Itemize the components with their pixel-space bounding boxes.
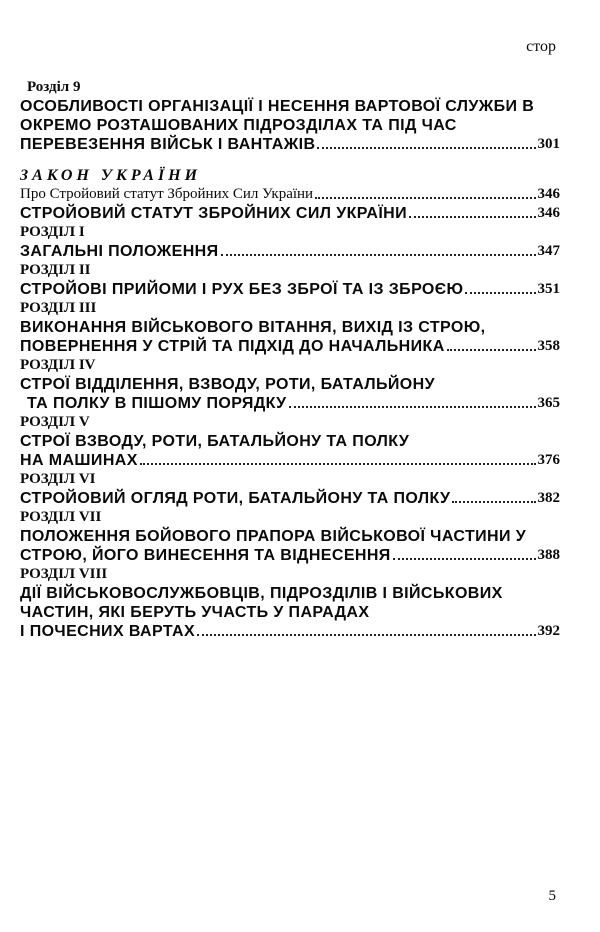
chapter-8-entry[interactable] (20, 622, 560, 641)
chapter-8-heading: РОЗДІЛ VIII (20, 566, 108, 582)
leader-dots (447, 348, 536, 351)
chapter-5-line-1: СТРОЇ ВЗВОДУ, РОТИ, БАТАЛЬЙОНУ ТА ПОЛКУ (20, 433, 410, 450)
chapter-4-line-1: СТРОЇ ВІДДІЛЕННЯ, ВЗВОДУ, РОТИ, БАТАЛЬЙОНУ (20, 376, 435, 393)
section-9-entry[interactable] (20, 135, 560, 154)
page-ref: 346 (537, 205, 560, 221)
chapter-3-entry[interactable] (20, 337, 560, 356)
page-column-label: стор (526, 38, 556, 55)
law-title: Про Стройовий статут Збройних Сил України (20, 186, 314, 202)
leader-dots (140, 462, 536, 465)
chapter-4-line-2: ТА ПОЛКУ В ПІШОМУ ПОРЯДКУ (27, 395, 287, 412)
chapter-5-heading: РОЗДІЛ V (20, 414, 90, 430)
chapter-1-entry[interactable] (20, 242, 560, 261)
leader-dots (317, 146, 535, 149)
statute-title-entry[interactable] (20, 204, 560, 223)
leader-dots (197, 633, 535, 636)
chapter-2-title: СТРОЙОВІ ПРИЙОМИ І РУХ БЕЗ ЗБРОЇ ТА ІЗ ЗБРОЄЮ (20, 281, 464, 298)
chapter-1-title: ЗАГАЛЬНІ ПОЛОЖЕННЯ (20, 243, 219, 260)
chapter-3-heading: РОЗДІЛ ІІІ (20, 300, 97, 316)
section-9-line-2: ОКРЕМО РОЗТАШОВАНИХ ПІДРОЗДІЛАХ ТА ПІД ЧАС (20, 117, 457, 134)
table-of-contents (20, 78, 560, 641)
chapter-7-line-1: ПОЛОЖЕННЯ БОЙОВОГО ПРАПОРА ВІЙСЬКОВОЇ ЧАСТИНИ У (20, 528, 527, 545)
chapter-2-heading: РОЗДІЛ ІІ (20, 262, 91, 278)
leader-dots (221, 253, 536, 256)
section-9-line-1: ОСОБЛИВОСТІ ОРГАНІЗАЦІЇ І НЕСЕННЯ ВАРТОВОЇ СЛУЖБИ В (20, 98, 535, 115)
chapter-7-heading: РОЗДІЛ VII (20, 509, 102, 525)
chapter-8-line-2: ЧАСТИН, ЯКІ БЕРУТЬ УЧАСТЬ У ПАРАДАХ (20, 604, 370, 621)
chapter-5-line-2: НА МАШИНАХ (20, 452, 138, 469)
page-ref: 358 (537, 338, 560, 354)
page-ref: 382 (537, 490, 560, 506)
chapter-6-entry[interactable] (20, 489, 560, 508)
leader-dots (289, 405, 536, 408)
leader-dots (465, 291, 535, 294)
chapter-3-line-1: ВИКОНАННЯ ВІЙСЬКОВОГО ВІТАННЯ, ВИХІД ІЗ СТРОЮ, (20, 319, 486, 336)
chapter-2-entry[interactable] (20, 280, 560, 299)
chapter-5-entry[interactable] (20, 451, 560, 470)
page-number: 5 (548, 888, 556, 904)
chapter-3-line-2: ПОВЕРНЕННЯ У СТРІЙ ТА ПІДХІД ДО НАЧАЛЬНИКА (20, 338, 445, 355)
law-title-entry[interactable] (20, 185, 560, 204)
page-ref: 365 (537, 395, 560, 411)
chapter-7-line-2: СТРОЮ, ЙОГО ВИНЕСЕННЯ ТА ВІДНЕСЕННЯ (20, 547, 391, 564)
page-ref: 392 (537, 623, 560, 639)
chapter-1-heading: РОЗДІЛ І (20, 224, 85, 240)
leader-dots (315, 196, 535, 199)
section-9-heading: Розділ 9 (27, 79, 81, 95)
page-ref: 347 (537, 243, 560, 259)
page-ref: 388 (537, 547, 560, 563)
chapter-4-entry[interactable] (20, 394, 560, 413)
chapter-4-heading: РОЗДІЛ IV (20, 357, 96, 373)
page-ref: 301 (537, 136, 560, 152)
chapter-6-heading: РОЗДІЛ VI (20, 471, 96, 487)
leader-dots (452, 500, 535, 503)
page-ref: 346 (537, 186, 560, 202)
chapter-7-entry[interactable] (20, 546, 560, 565)
chapter-6-title: СТРОЙОВИЙ ОГЛЯД РОТИ, БАТАЛЬЙОНУ ТА ПОЛКУ (20, 490, 451, 507)
leader-dots (409, 215, 535, 218)
law-heading: ЗАКОН УКРАЇНИ (20, 167, 202, 184)
page-ref: 376 (537, 452, 560, 468)
statute-title: СТРОЙОВИЙ СТАТУТ ЗБРОЙНИХ СИЛ УКРАЇНИ (20, 205, 408, 222)
chapter-8-line-1: ДІЇ ВІЙСЬКОВОСЛУЖБОВЦІВ, ПІДРОЗДІЛІВ І ВІЙСЬКОВИХ (20, 585, 503, 602)
page-ref: 351 (537, 281, 560, 297)
chapter-8-line-3: І ПОЧЕСНИХ ВАРТАХ (20, 623, 196, 640)
section-9-line-3: ПЕРЕВЕЗЕННЯ ВІЙСЬК І ВАНТАЖІВ (20, 136, 316, 153)
leader-dots (393, 557, 536, 560)
